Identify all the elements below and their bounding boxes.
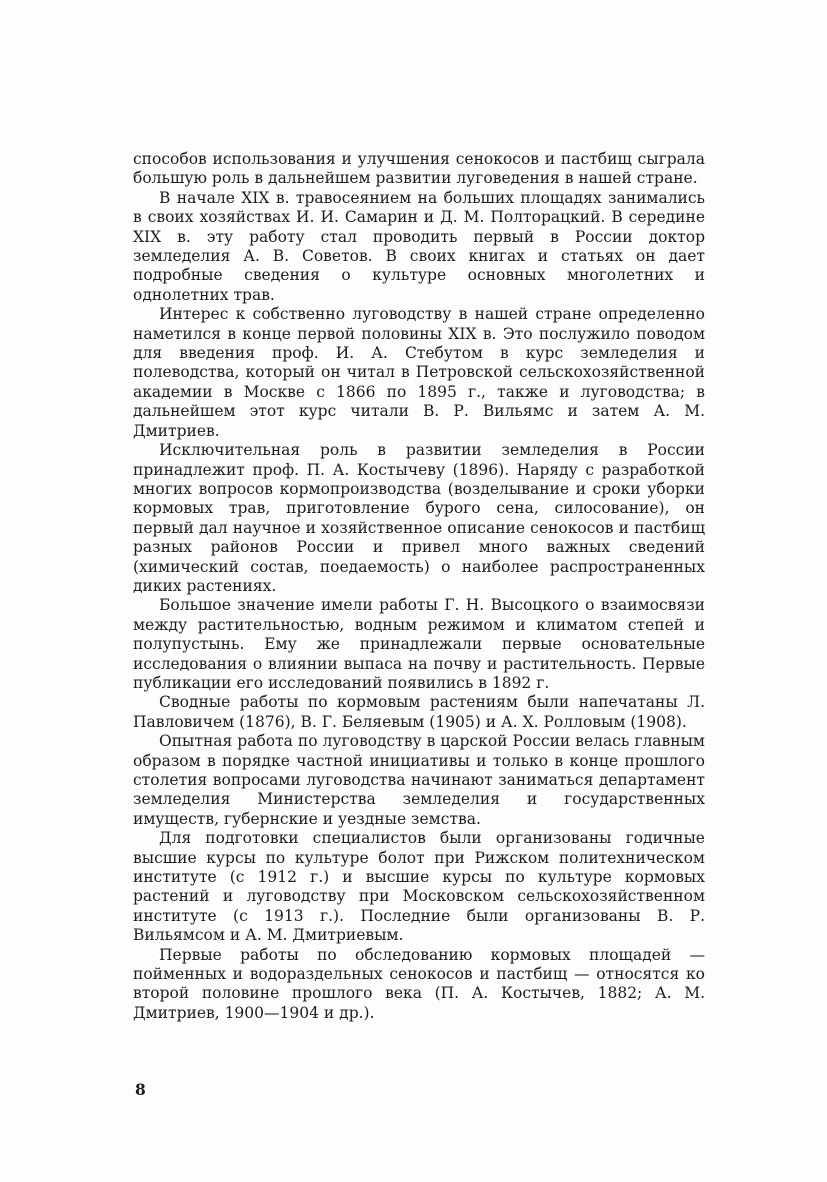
paragraph-vysotsky: Большое значение имели работы Г. Н. Высоцкого о взаимосвязи между растительностью, водным режимом и климатом степей и полупустынь. Ему же принадлежали первые основательные исследования о влиянии выпаса на почву и растительность. Первые публикации его исследований появились в 1892 г.	[133, 596, 705, 692]
paragraph-summary-works: Сводные работы по кормовым растениям были напечатаны Л. Павловичем (1876), В. Г. Беляевым (1905) и А. Х. Ролловым (1908).	[133, 693, 705, 731]
paragraph-specialist-training: Для подготовки специалистов были организованы годичные высшие курсы по культуре болот при Рижском политехническом институте (с 1912 г.) и высшие курсы по культуре кормовых растений и луговодству при Московском сельскохозяйственном институте (с 1913 г.). Последние были организованы В. Р. Вильямсом и А. М. Дмитриевым.	[133, 829, 705, 945]
page-number: 8	[135, 1080, 146, 1099]
paragraph-continuation: способов использования и улучшения сенокосов и пастбищ сыграла большую роль в дальнейшем развитии луговедения в нашей стране.	[133, 150, 705, 188]
paragraph-experimental-work: Опытная работа по луговодству в царской России велась главным образом в порядке частной инициативы и только в конце прошлого столетия вопросами луговодства начинают заниматься департамент земледелия Министерства земледелия и государственных имуществ, губернские и уездные земства.	[133, 732, 705, 828]
paragraph-nineteenth-century-grass-sowing: В начале XIX в. травосеянием на больших площадях занимались в своих хозяйствах И. И. Самарин и Д. М. Полторацкий. В середине XIX в. эту работу стал проводить первый в России доктор земледелия А. В. Советов. В своих книгах и статьях он дает подробные сведения о культуре основных многолетних и однолетних трав.	[133, 188, 705, 304]
paragraph-first-surveys: Первые работы по обследованию кормовых площадей — пойменных и водораздельных сенокосов и пастбищ — относятся ко второй половине прошлого века (П. А. Костычев, 1882; А. М. Дмитриев, 1900—1904 и др.).	[133, 945, 705, 1022]
paragraph-meadow-farming-interest: Интерес к собственно луговодству в нашей стране определенно наметился в конце первой половины XIX в. Это послужило поводом для введения проф. И. А. Стебутом в курс земледелия и полеводства, который он читал в Петровской сельскохозяйственной академии в Москве с 1866 по 1895 г., также и луговодства; в дальнейшем этот курс читали В. Р. Вильямс и затем А. М. Дмитриев.	[133, 305, 705, 440]
paragraph-kostychev: Исключительная роль в развитии земледелия в России принадлежит проф. П. А. Костычеву (1896). Наряду с разработкой многих вопросов кормопроизводства (возделывание и сроки уборки кормовых трав, приготовление бурого сена, силосование), он первый дал научное и хозяйственное описание сенокосов и пастбищ разных районов России и привел много важных сведений (химический состав, поедаемость) о наиболее распространенных диких растениях.	[133, 441, 705, 595]
body-text	[133, 150, 705, 1023]
